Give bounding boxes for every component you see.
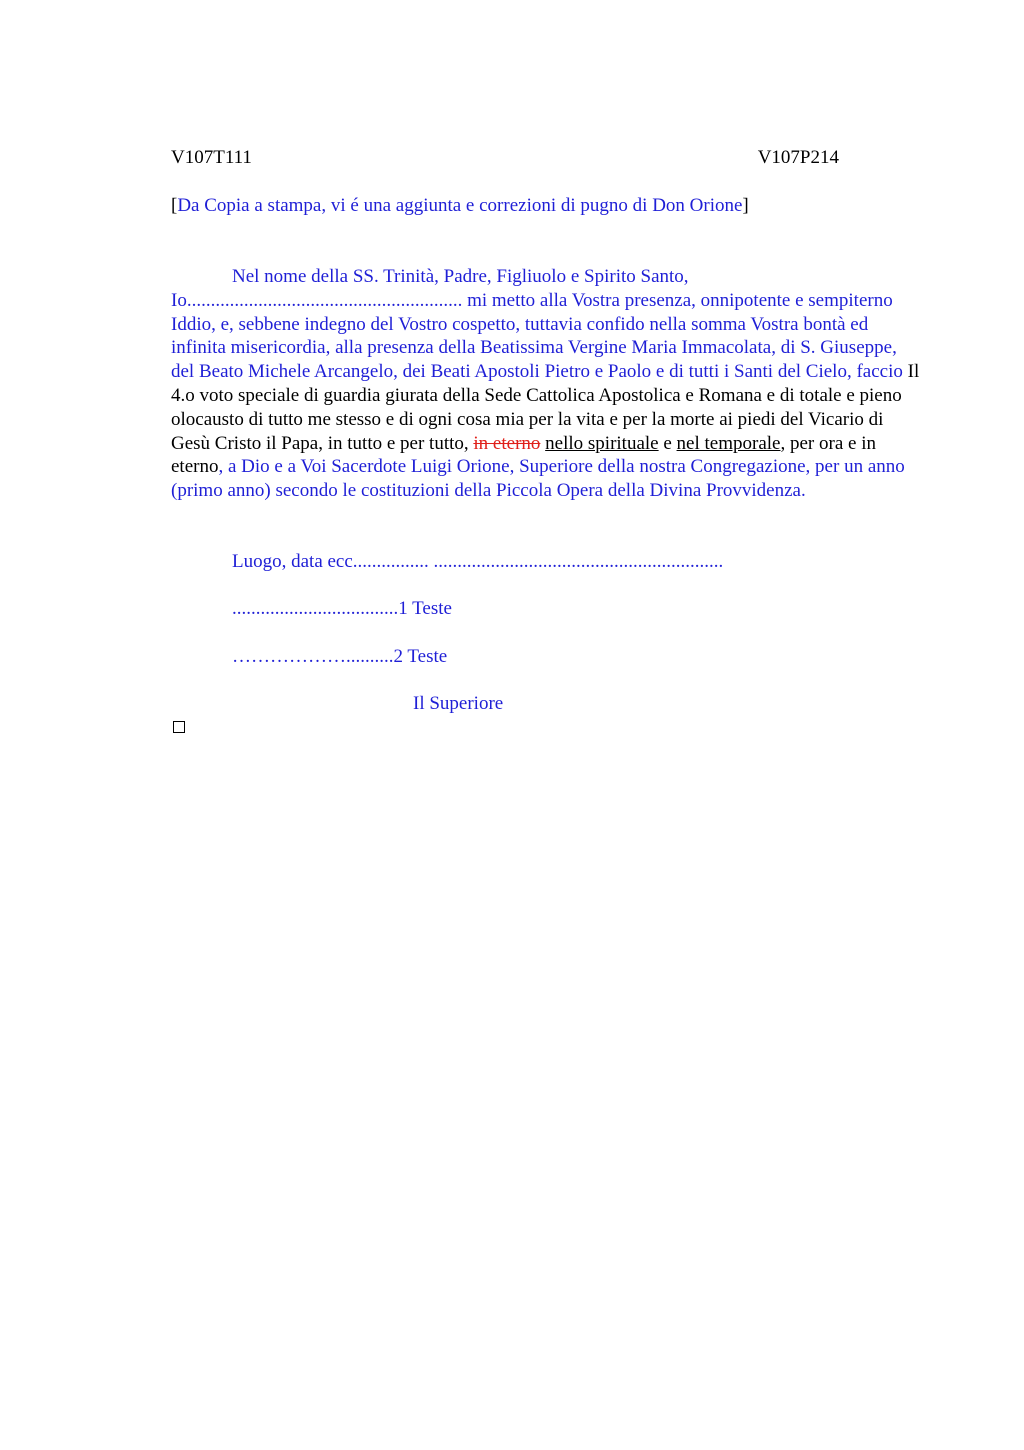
paragraph-blue-tail: , a Dio e a Voi Sacerdote Luigi Orione, Superiore della nostra Congregazione, per un anno (primo anno) secondo le costituzioni della Piccola Opera della Divina Provvidenza. — [171, 456, 905, 502]
place-date-line: Luogo, data ecc................ ............................................................. — [232, 551, 724, 572]
struck-correction: in eterno — [473, 432, 541, 454]
paragraph-conjunction: e — [658, 432, 677, 454]
witness-1-line: ...................................1 Teste — [232, 598, 452, 619]
document-code-left: V107T111 — [171, 147, 252, 168]
underlined-spiritual: nello spirituale — [545, 432, 659, 454]
paragraph-black-text: Il 4.o voto speciale di guardia giurata della Sede Cattolica Apostolica e Romana e di totale e pieno olocausto di tutto me stesso e di ogni cosa mia per la vita e per la morte ai piedi del Vicario di Gesù Cristo il Papa, in tutto e per tutto, — [171, 361, 920, 454]
document-page — [171, 0, 923, 1450]
empty-box-symbol — [173, 721, 185, 733]
source-note-close-bracket: ] — [742, 195, 749, 216]
vow-paragraph — [171, 265, 923, 503]
source-note-open-bracket: [ — [171, 195, 178, 216]
paragraph-opening-line: Nel nome della SS. Trinità, Padre, Figliuolo e Spirito Santo, — [232, 266, 689, 287]
underlined-temporal: nel temporale — [676, 432, 781, 454]
superior-signature-line: Il Superiore — [413, 693, 504, 714]
source-note-text: Da Copia a stampa, vi é una aggiunta e correzioni di pugno di Don Orione — [177, 195, 743, 216]
document-header — [171, 146, 839, 170]
paragraph-after-underline: , per ora e in eterno — [171, 432, 876, 478]
paragraph-blue-text: Io.......................................................... mi metto alla Vostra presenza, onnipotente e sempiterno Iddio, e, sebbene indegno del Vostro cospetto, tuttavia confido nella somma Vostra bontà ed infinita misericordia, alla presenza della Beatissima Vergine Maria Immacolata, di S. Giuseppe, del Beato Michele Arcangelo, dei Beati Apostoli Pietro e Paolo e di tutti i Santi del Cielo, faccio — [171, 289, 903, 383]
source-note — [171, 194, 749, 218]
document-code-right: V107P214 — [757, 147, 839, 168]
witness-2-line: ………………..........2 Teste — [232, 646, 448, 667]
